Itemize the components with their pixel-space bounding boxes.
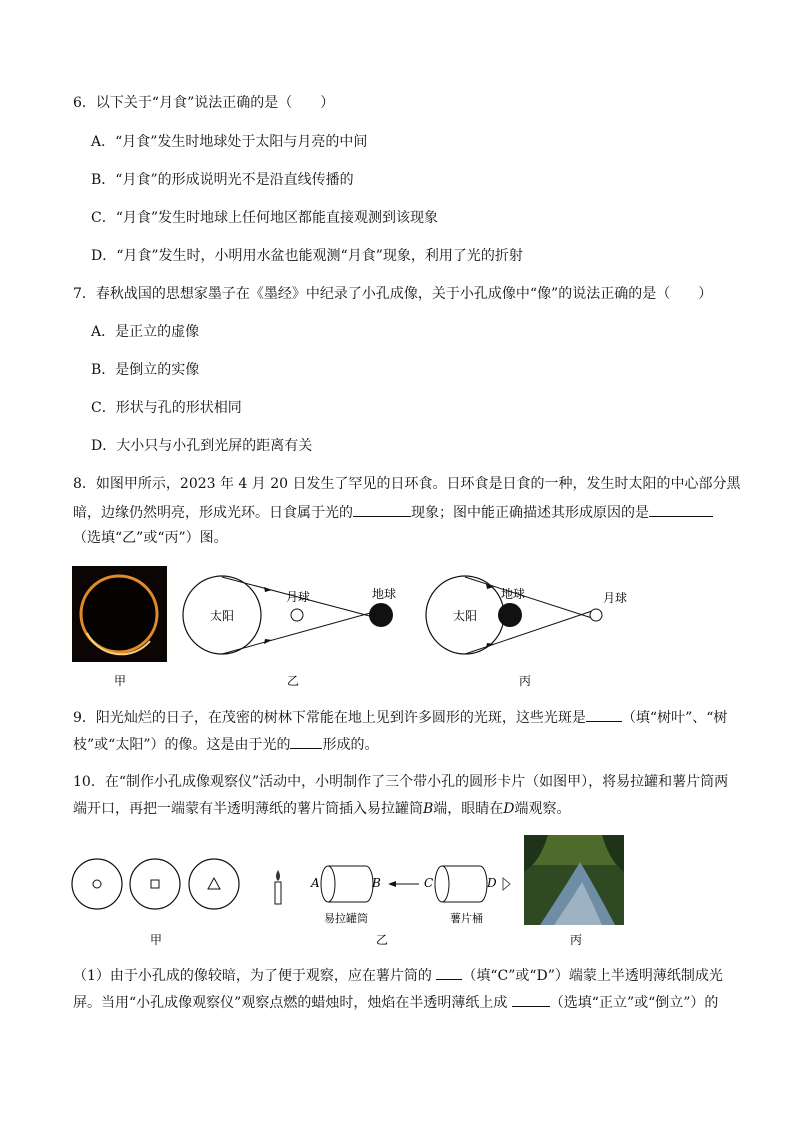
q9-line1-text-a: 9．阳光灿烂的日子，在茂密的树林下常能在地上见到许多圆形的光斑，这些光斑是 bbox=[73, 710, 586, 726]
q10-sub1-text-d: （选填“正立”或“倒立”）的 bbox=[549, 995, 719, 1011]
q8-line2-text-a: 暗，边缘仍然明亮，形成光环。日食属于光的 bbox=[73, 505, 353, 521]
q10-end-b: B bbox=[423, 801, 434, 817]
q9-line2-text-b: 形成的。 bbox=[322, 737, 379, 753]
q6-option-b: B．“月食”的形成说明光不是沿直线传播的 bbox=[91, 172, 354, 188]
q10-sub1-text-c: 屏。当用“小孔成像观察仪”观察点燃的蜡烛时，烛焰在半透明薄纸上成 bbox=[73, 995, 508, 1011]
candle-icon bbox=[275, 882, 281, 904]
q8-line1: 8．如图甲所示，2023 年 4 月 20 日发生了罕见的日环食。日环食是日食的一种，发生时太阳的中心部分黑 bbox=[73, 476, 741, 492]
q6-option-d: D．“月食”发生时，小明用水盆也能观测“月食”现象，利用了光的折射 bbox=[91, 248, 523, 264]
q8-line2 bbox=[73, 502, 713, 522]
q9-blank-2[interactable] bbox=[290, 734, 322, 749]
moon-circle-bing bbox=[590, 609, 602, 621]
q8-line3: （选填“乙”或“丙”）图。 bbox=[73, 530, 228, 546]
q9-blank-1[interactable] bbox=[586, 707, 622, 722]
q9-line2 bbox=[73, 734, 378, 754]
tube-label: 薯片桶 bbox=[450, 912, 483, 925]
moon-circle-yi bbox=[291, 609, 303, 621]
q10-sub1-line2 bbox=[73, 992, 718, 1012]
insert-arrow-head bbox=[388, 881, 396, 887]
fig10-caption-yi: 乙 bbox=[376, 933, 389, 947]
q6-stem: 6．以下关于“月食”说法正确的是（ ） bbox=[73, 95, 335, 111]
q10-line1: 10．在“制作小孔成像观察仪”活动中，小明制作了三个带小孔的圆形卡片（如图甲），将易拉罐和薯片筒两 bbox=[73, 774, 729, 790]
q10-line2 bbox=[73, 800, 571, 818]
q7-option-b: B．是倒立的实像 bbox=[91, 362, 200, 378]
q6-option-c: C．“月食”发生时地球上任何地区都能直接观测到该现象 bbox=[91, 210, 439, 226]
can-label: 易拉罐筒 bbox=[324, 912, 368, 925]
moon-label-yi: 月球 bbox=[286, 590, 311, 604]
q8-line2-text-b: 现象；图中能正确描述其形成原因的是 bbox=[411, 505, 649, 521]
candle-flame-icon bbox=[276, 870, 280, 881]
eclipse-figure bbox=[70, 563, 730, 693]
fig8-caption-bing: 丙 bbox=[519, 674, 532, 688]
q7-option-a: A．是正立的虚像 bbox=[91, 324, 200, 340]
forest-stream-photo bbox=[524, 835, 624, 925]
q8-blank-1[interactable] bbox=[353, 502, 411, 517]
pinhole-cards bbox=[72, 859, 239, 909]
earth-circle-bing bbox=[498, 603, 522, 627]
earth-label-bing: 地球 bbox=[501, 587, 526, 601]
earth-circle-yi bbox=[369, 603, 393, 627]
tube-end-c bbox=[435, 866, 449, 902]
arrow-lower-yi bbox=[264, 639, 272, 644]
tube-end-d bbox=[480, 866, 487, 902]
q7-option-d: D．大小只与小孔到光屏的距离有关 bbox=[91, 438, 313, 454]
q10-line2-text-a: 端开口，再把一端蒙有半透明薄纸的薯片筒插入易拉罐筒 bbox=[73, 801, 423, 817]
eye-icon bbox=[503, 878, 510, 890]
q9-line1 bbox=[73, 707, 727, 727]
q10-end-d: D bbox=[503, 801, 515, 817]
q10-sub1-blank-2[interactable] bbox=[512, 992, 550, 1007]
q10-sub1-line1 bbox=[73, 965, 723, 985]
q9-line2-text-a: 枝”或“太阳”）的像。这是由于光的 bbox=[73, 737, 291, 753]
q9-line1-text-b: （填“树叶”、“树 bbox=[621, 710, 728, 726]
diagram-yi bbox=[183, 576, 396, 654]
pinhole-viewer-figure bbox=[70, 832, 670, 952]
q10-sub1-blank-1[interactable] bbox=[436, 965, 462, 980]
q10-sub1-text-b: （填“C”或“D”）端蒙上半透明薄纸制成光 bbox=[462, 968, 723, 984]
label-c: C bbox=[424, 876, 434, 890]
earth-label-yi: 地球 bbox=[372, 587, 397, 601]
annular-eclipse-photo bbox=[72, 566, 167, 662]
sun-label-bing: 太阳 bbox=[453, 609, 478, 623]
q10-sub1-text-a: （1）由于小孔成的像较暗，为了便于观察，应在薯片筒的 bbox=[73, 968, 432, 984]
q8-blank-2[interactable] bbox=[649, 502, 713, 517]
square-hole-icon bbox=[151, 880, 159, 888]
q6-option-a: A．“月食”发生时地球处于太阳与月亮的中间 bbox=[91, 134, 368, 150]
diagram-bing bbox=[426, 576, 627, 654]
label-b: B bbox=[372, 876, 381, 890]
can-end-a bbox=[321, 866, 335, 902]
sun-label-yi: 太阳 bbox=[210, 609, 235, 623]
label-d: D bbox=[487, 876, 497, 890]
q7-stem: 7．春秋战国的思想家墨子在《墨经》中纪录了小孔成像，关于小孔成像中“像”的说法正确的是（ ） bbox=[73, 286, 713, 302]
arrow-lower-bing bbox=[486, 643, 494, 648]
circle-hole-icon bbox=[93, 880, 101, 888]
moon-label-bing: 月球 bbox=[603, 591, 628, 605]
fig10-caption-bing: 丙 bbox=[570, 933, 583, 947]
q7-option-c: C．形状与孔的形状相同 bbox=[91, 400, 242, 416]
fig8-caption-jia: 甲 bbox=[114, 674, 127, 688]
q10-line2-text-b: 端，眼睛在 bbox=[433, 801, 504, 817]
fig10-caption-jia: 甲 bbox=[150, 933, 163, 947]
fig8-caption-yi: 乙 bbox=[287, 674, 300, 688]
q10-line2-text-c: 端观察。 bbox=[514, 801, 571, 817]
pinhole-apparatus bbox=[275, 866, 510, 925]
label-a: A bbox=[311, 876, 320, 890]
